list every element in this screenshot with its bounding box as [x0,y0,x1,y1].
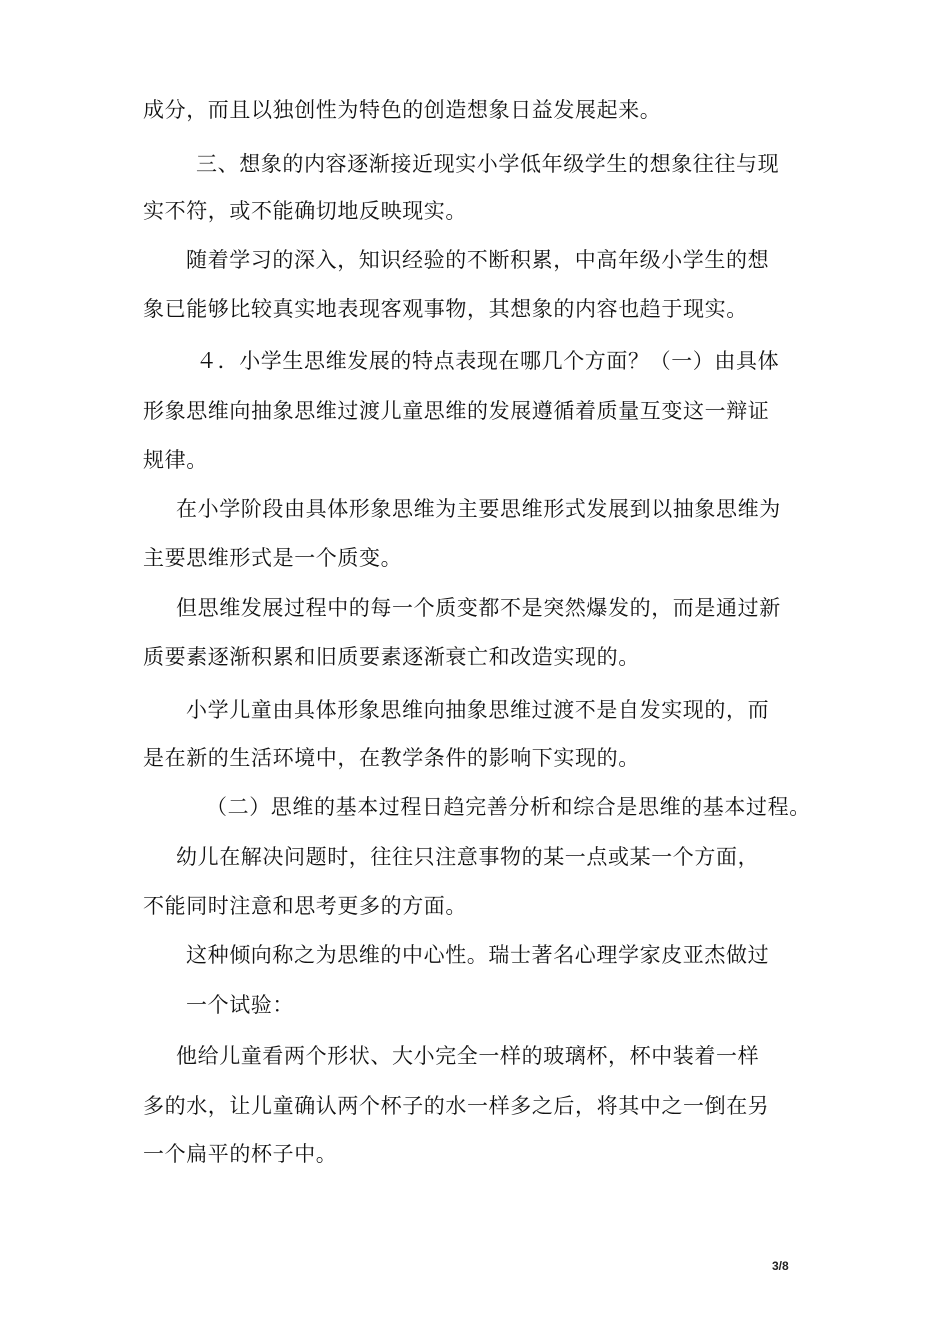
text-line: 小学儿童由具体形象思维向抽象思维过渡不是自发实现的，而 [186,698,770,722]
text-line: （二）思维的基本过程日趋完善分析和综合是思维的基本过程。 [206,795,811,819]
text-line: 是在新的生活环境中，在教学条件的影响下实现的。 [143,746,640,770]
text-line: 不能同时注意和思考更多的方面。 [143,894,467,918]
text-line: 一个扁平的杯子中。 [143,1142,338,1166]
text-line: 质要素逐渐积累和旧质要素逐渐衰亡和改造实现的。 [143,645,640,669]
text-line: 规律。 [143,448,208,472]
text-line: 他给儿童看两个形状、大小完全一样的玻璃杯，杯中装着一样 [176,1044,760,1068]
text-line: 但思维发展过程中的每一个质变都不是突然爆发的，而是通过新 [176,596,781,620]
text-line: 象已能够比较真实地表现客观事物，其想象的内容也趋于现实。 [143,297,748,321]
text-line: 三、想象的内容逐渐接近现实小学低年级学生的想象往往与现 [196,152,780,176]
text-line: 一个试验： [186,993,294,1017]
text-line: 成分，而且以独创性为特色的创造想象日益发展起来。 [143,98,662,122]
text-line: 实不符，或不能确切地反映现实。 [143,199,467,223]
page-number: 3/8 [772,1259,789,1273]
text-line: 随着学习的深入，知识经验的不断积累，中高年级小学生的想 [186,248,770,272]
text-line: 这种倾向称之为思维的中心性。瑞士著名心理学家皮亚杰做过 [186,943,770,967]
text-line: 形象思维向抽象思维过渡儿童思维的发展遵循着质量互变这一辩证 [143,399,770,423]
text-line: 主要思维形式是一个质变。 [143,546,403,570]
text-line: 多的水，让儿童确认两个杯子的水一样多之后，将其中之一倒在另 [143,1094,770,1118]
text-line: 幼儿在解决问题时，往往只注意事物的某一点或某一个方面， [176,845,760,869]
text-line: 在小学阶段由具体形象思维为主要思维形式发展到以抽象思维为 [176,497,781,521]
text-line: ４．小学生思维发展的特点表现在哪几个方面？（一）由具体 [196,349,780,373]
